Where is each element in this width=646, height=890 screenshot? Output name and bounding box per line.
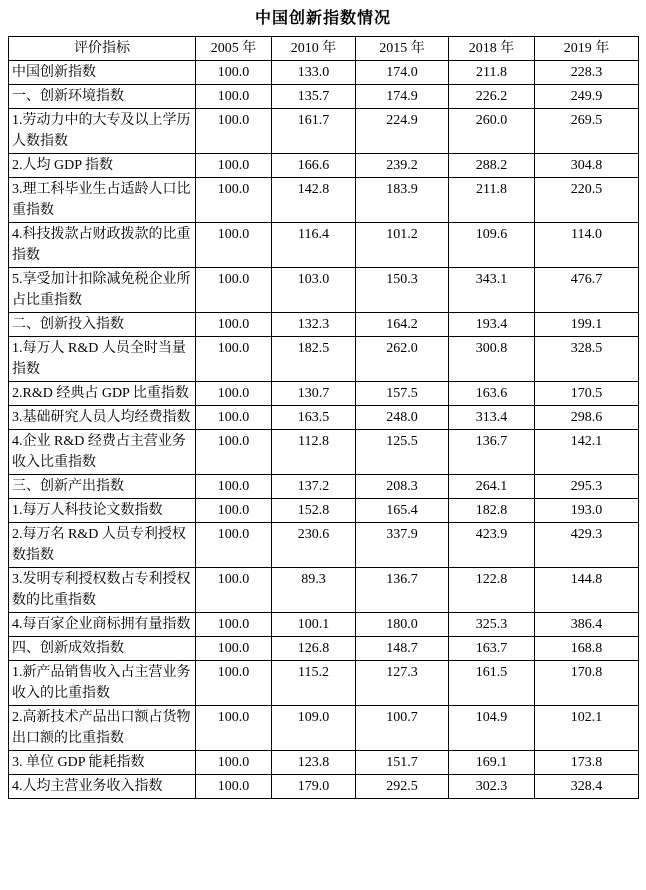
index-value: 182.5: [272, 337, 356, 382]
index-value: 328.5: [535, 337, 639, 382]
index-value: 328.4: [535, 775, 639, 799]
index-value: 193.4: [449, 313, 535, 337]
index-value: 100.0: [196, 637, 272, 661]
table-row: [9, 475, 639, 499]
index-value: 100.1: [272, 613, 356, 637]
index-value: 262.0: [356, 337, 449, 382]
indicator-label: 3. 单位 GDP 能耗指数: [9, 751, 196, 775]
index-value: 136.7: [356, 568, 449, 613]
index-value: 100.0: [196, 61, 272, 85]
indicator-label: 1.每万人科技论文数指数: [9, 499, 196, 523]
table-row: [9, 85, 639, 109]
indicator-label: 3.理工科毕业生占适龄人口比重指数: [9, 178, 196, 223]
index-value: 264.1: [449, 475, 535, 499]
table-row: [9, 499, 639, 523]
table-row: [9, 313, 639, 337]
index-value: 148.7: [356, 637, 449, 661]
index-value: 239.2: [356, 154, 449, 178]
index-value: 423.9: [449, 523, 535, 568]
index-value: 152.8: [272, 499, 356, 523]
index-value: 386.4: [535, 613, 639, 637]
index-value: 182.8: [449, 499, 535, 523]
index-value: 164.2: [356, 313, 449, 337]
index-value: 163.5: [272, 406, 356, 430]
indicator-label: 3.发明专利授权数占专利授权数的比重指数: [9, 568, 196, 613]
index-value: 150.3: [356, 268, 449, 313]
index-value: 211.8: [449, 61, 535, 85]
index-value: 173.8: [535, 751, 639, 775]
index-value: 100.0: [196, 751, 272, 775]
table-row: [9, 637, 639, 661]
index-value: 228.3: [535, 61, 639, 85]
table-header: [9, 37, 639, 61]
index-value: 174.0: [356, 61, 449, 85]
table-row: [9, 568, 639, 613]
index-value: 170.8: [535, 661, 639, 706]
index-value: 100.0: [196, 706, 272, 751]
index-value: 122.8: [449, 568, 535, 613]
index-value: 137.2: [272, 475, 356, 499]
index-value: 269.5: [535, 109, 639, 154]
index-value: 248.0: [356, 406, 449, 430]
index-value: 161.7: [272, 109, 356, 154]
indicator-label: 2.每万名 R&D 人员专利授权数指数: [9, 523, 196, 568]
index-value: 100.0: [196, 154, 272, 178]
index-value: 126.8: [272, 637, 356, 661]
index-value: 100.0: [196, 475, 272, 499]
index-value: 325.3: [449, 613, 535, 637]
table-row: [9, 268, 639, 313]
index-value: 125.5: [356, 430, 449, 475]
index-value: 226.2: [449, 85, 535, 109]
index-value: 100.0: [196, 178, 272, 223]
table-row: [9, 430, 639, 475]
column-header-year: 2015 年: [356, 37, 449, 61]
index-value: 100.0: [196, 223, 272, 268]
index-value: 288.2: [449, 154, 535, 178]
index-value: 100.0: [196, 613, 272, 637]
index-value: 89.3: [272, 568, 356, 613]
indicator-label: 1.新产品销售收入占主营业务收入的比重指数: [9, 661, 196, 706]
index-value: 224.9: [356, 109, 449, 154]
innovation-index-table: [8, 36, 639, 799]
indicator-label: 中国创新指数: [9, 61, 196, 85]
index-value: 100.0: [196, 382, 272, 406]
column-header-year: 2019 年: [535, 37, 639, 61]
index-value: 292.5: [356, 775, 449, 799]
table-row: [9, 382, 639, 406]
table-body: [9, 61, 639, 799]
index-value: 313.4: [449, 406, 535, 430]
table-row: [9, 337, 639, 382]
index-value: 135.7: [272, 85, 356, 109]
index-value: 151.7: [356, 751, 449, 775]
index-value: 304.8: [535, 154, 639, 178]
index-value: 170.5: [535, 382, 639, 406]
index-value: 220.5: [535, 178, 639, 223]
index-value: 161.5: [449, 661, 535, 706]
index-value: 123.8: [272, 751, 356, 775]
index-value: 169.1: [449, 751, 535, 775]
indicator-label: 1.每万人 R&D 人员全时当量指数: [9, 337, 196, 382]
index-value: 100.0: [196, 523, 272, 568]
table-row: [9, 751, 639, 775]
table-row: [9, 109, 639, 154]
index-value: 100.0: [196, 406, 272, 430]
index-value: 337.9: [356, 523, 449, 568]
index-value: 144.8: [535, 568, 639, 613]
page-title: 中国创新指数情况: [254, 10, 391, 27]
index-value: 157.5: [356, 382, 449, 406]
index-value: 183.9: [356, 178, 449, 223]
index-value: 208.3: [356, 475, 449, 499]
indicator-label: 三、创新产出指数: [9, 475, 196, 499]
indicator-label: 四、创新成效指数: [9, 637, 196, 661]
indicator-label: 4.企业 R&D 经费占主营业务收入比重指数: [9, 430, 196, 475]
index-value: 100.0: [196, 85, 272, 109]
index-value: 295.3: [535, 475, 639, 499]
index-value: 103.0: [272, 268, 356, 313]
table-row: [9, 406, 639, 430]
table-row: [9, 178, 639, 223]
index-value: 130.7: [272, 382, 356, 406]
table-row: [9, 706, 639, 751]
index-value: 211.8: [449, 178, 535, 223]
index-value: 166.6: [272, 154, 356, 178]
indicator-label: 5.享受加计扣除减免税企业所占比重指数: [9, 268, 196, 313]
index-value: 163.7: [449, 637, 535, 661]
index-value: 109.0: [272, 706, 356, 751]
column-header-year: 2010 年: [272, 37, 356, 61]
index-value: 165.4: [356, 499, 449, 523]
index-value: 168.8: [535, 637, 639, 661]
table-row: [9, 523, 639, 568]
indicator-label: 4.每百家企业商标拥有量指数: [9, 613, 196, 637]
index-value: 136.7: [449, 430, 535, 475]
index-value: 102.1: [535, 706, 639, 751]
index-value: 249.9: [535, 85, 639, 109]
index-value: 142.1: [535, 430, 639, 475]
index-value: 100.0: [196, 775, 272, 799]
index-value: 300.8: [449, 337, 535, 382]
index-value: 116.4: [272, 223, 356, 268]
table-row: [9, 775, 639, 799]
indicator-label: 2.高新技术产品出口额占货物出口额的比重指数: [9, 706, 196, 751]
index-value: 100.0: [196, 337, 272, 382]
indicator-label: 3.基础研究人员人均经费指数: [9, 406, 196, 430]
indicator-label: 一、创新环境指数: [9, 85, 196, 109]
index-value: 132.3: [272, 313, 356, 337]
index-value: 100.0: [196, 430, 272, 475]
index-value: 429.3: [535, 523, 639, 568]
index-value: 112.8: [272, 430, 356, 475]
index-value: 142.8: [272, 178, 356, 223]
index-value: 298.6: [535, 406, 639, 430]
table-row: [9, 613, 639, 637]
index-value: 260.0: [449, 109, 535, 154]
table-row: [9, 154, 639, 178]
index-value: 476.7: [535, 268, 639, 313]
indicator-label: 2.人均 GDP 指数: [9, 154, 196, 178]
column-header-year: 2018 年: [449, 37, 535, 61]
index-value: 100.0: [196, 499, 272, 523]
index-value: 100.7: [356, 706, 449, 751]
index-value: 101.2: [356, 223, 449, 268]
index-value: 100.0: [196, 568, 272, 613]
header-row: [9, 37, 639, 61]
index-value: 179.0: [272, 775, 356, 799]
index-value: 163.6: [449, 382, 535, 406]
index-value: 180.0: [356, 613, 449, 637]
table-row: [9, 223, 639, 268]
column-header-year: 2005 年: [196, 37, 272, 61]
indicator-label: 4.科技拨款占财政拨款的比重指数: [9, 223, 196, 268]
index-value: 230.6: [272, 523, 356, 568]
index-value: 104.9: [449, 706, 535, 751]
index-value: 133.0: [272, 61, 356, 85]
index-value: 302.3: [449, 775, 535, 799]
indicator-label: 4.人均主营业务收入指数: [9, 775, 196, 799]
table-row: [9, 661, 639, 706]
index-value: 100.0: [196, 661, 272, 706]
index-value: 115.2: [272, 661, 356, 706]
index-value: 174.9: [356, 85, 449, 109]
indicator-label: 1.劳动力中的大专及以上学历人数指数: [9, 109, 196, 154]
index-value: 114.0: [535, 223, 639, 268]
index-value: 343.1: [449, 268, 535, 313]
index-value: 127.3: [356, 661, 449, 706]
indicator-label: 二、创新投入指数: [9, 313, 196, 337]
table-row: [9, 61, 639, 85]
index-value: 100.0: [196, 268, 272, 313]
column-header-indicator: 评价指标: [9, 37, 196, 61]
index-value: 193.0: [535, 499, 639, 523]
index-value: 100.0: [196, 313, 272, 337]
index-value: 199.1: [535, 313, 639, 337]
index-value: 100.0: [196, 109, 272, 154]
indicator-label: 2.R&D 经典占 GDP 比重指数: [9, 382, 196, 406]
index-value: 109.6: [449, 223, 535, 268]
